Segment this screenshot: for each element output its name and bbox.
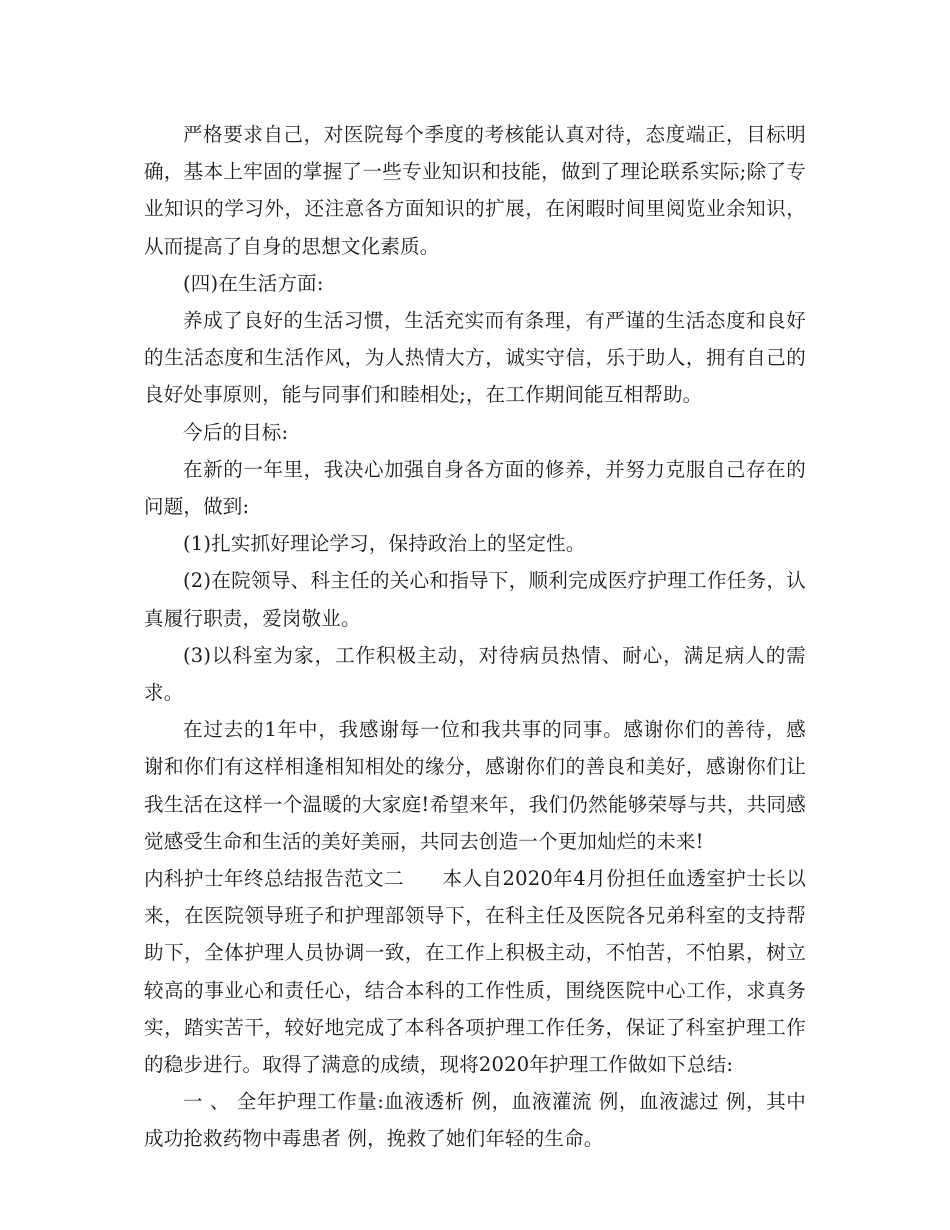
document-body bbox=[144, 116, 806, 1158]
section2-title: 内科护士年终总结报告范文二 bbox=[144, 867, 405, 891]
goal-item-2: (2)在院领导、科主任的关心和指导下，顺利完成医疗护理工作任务，认真履行职责，爱岗敬业。 bbox=[144, 569, 806, 630]
heading-future-goals: 今后的目标: bbox=[183, 420, 289, 444]
paragraph-self-discipline: 严格要求自己，对医院每个季度的考核能认真对待，态度端正，目标明确，基本上牢固的掌握了一些专业知识和技能，做到了理论联系实际;除了专业知识的学习外，还注意各方面知识的扩展，在闲暇时间里阅览业余知识，从而提高了自身的思想文化素质。 bbox=[144, 123, 806, 258]
goal-item-1: (1)扎实抓好理论学习，保持政治上的坚定性。 bbox=[183, 532, 586, 556]
goal-item-3: (3)以科室为家，工作积极主动，对待病员热情、耐心，满足病人的需求。 bbox=[144, 643, 806, 705]
paragraph-new-year: 在新的一年里，我决心加强自身各方面的修养，并努力克服自己存在的问题，做到: bbox=[144, 457, 806, 519]
paragraph-thanks: 在过去的1年中，我感谢每一位和我共事的同事。感谢你们的善待，感谢和你们有这样相逢相知相处的缘分，感谢你们的善良和美好，感谢你们让我生活在这样一个温暖的大家庭!希望来年，我们仍然能够荣辱与共，共同感觉感受生命和生活的美好美丽，共同去创造一个更加灿烂的未来! bbox=[144, 718, 806, 853]
section2-paragraph bbox=[144, 860, 806, 1083]
section2-intro: 本人自2020年4月份担任血透室护士长以来，在医院领导班子和护理部领导下，在科主任及医院各兄弟科室的支持帮助下，全体护理人员协调一致，在工作上积极主动，不怕苦，不怕累，树立较高的事业心和责任心，结合本科的工作性质，围绕医院中心工作，求真务实，踏实苦干，较好地完成了本科各项护理工作任务，保证了科室护理工作的稳步进行。取得了满意的成绩，现将2020年护理工作做如下总结: bbox=[144, 867, 806, 1077]
heading-life-aspect: (四)在生活方面: bbox=[183, 271, 324, 295]
paragraph-life-habits: 养成了良好的生活习惯，生活充实而有条理，有严谨的生活态度和良好的生活态度和生活作风，为人热情大方，诚实守信，乐于助人，拥有自己的良好处事原则，能与同事们和睦相处;，在工作期间能互相帮助。 bbox=[144, 309, 806, 407]
workload-item: 一 、 全年护理工作量:血液透析 例，血液灌流 例，血液滤过 例，其中成功抢救药物中毒患者 例，挽救了她们年轻的生命。 bbox=[144, 1090, 806, 1151]
